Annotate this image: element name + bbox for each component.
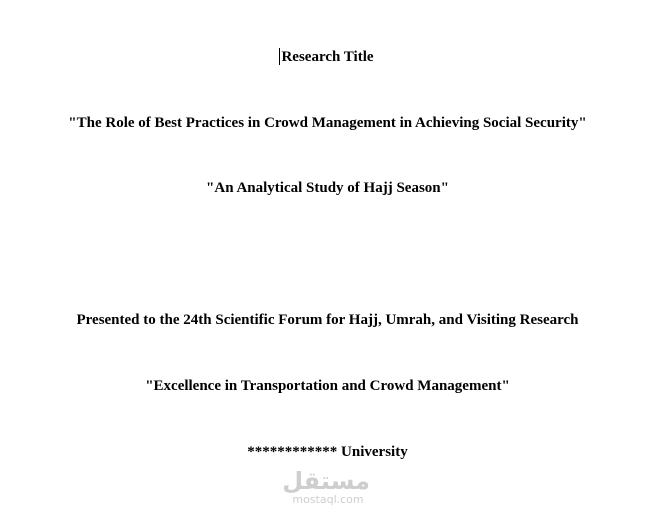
forum-theme-line: "Excellence in Transportation and Crowd Management" (145, 378, 510, 394)
university-line: ************ University (247, 444, 408, 460)
research-title-text: "The Role of Best Practices in Crowd Management in Achieving Social Security" (68, 115, 587, 131)
text-cursor (279, 48, 280, 65)
mostaql-watermark (282, 467, 370, 506)
research-subtitle: "An Analytical Study of Hajj Season" (206, 180, 449, 196)
research-title-heading: Research Title (281, 49, 374, 65)
watermark-arabic-text: مستقل (282, 467, 370, 495)
watermark-latin-text: mostaql.com (292, 493, 364, 506)
presented-to-line: Presented to the 24th Scientific Forum for Hajj, Umrah, and Visiting Research (76, 312, 579, 328)
